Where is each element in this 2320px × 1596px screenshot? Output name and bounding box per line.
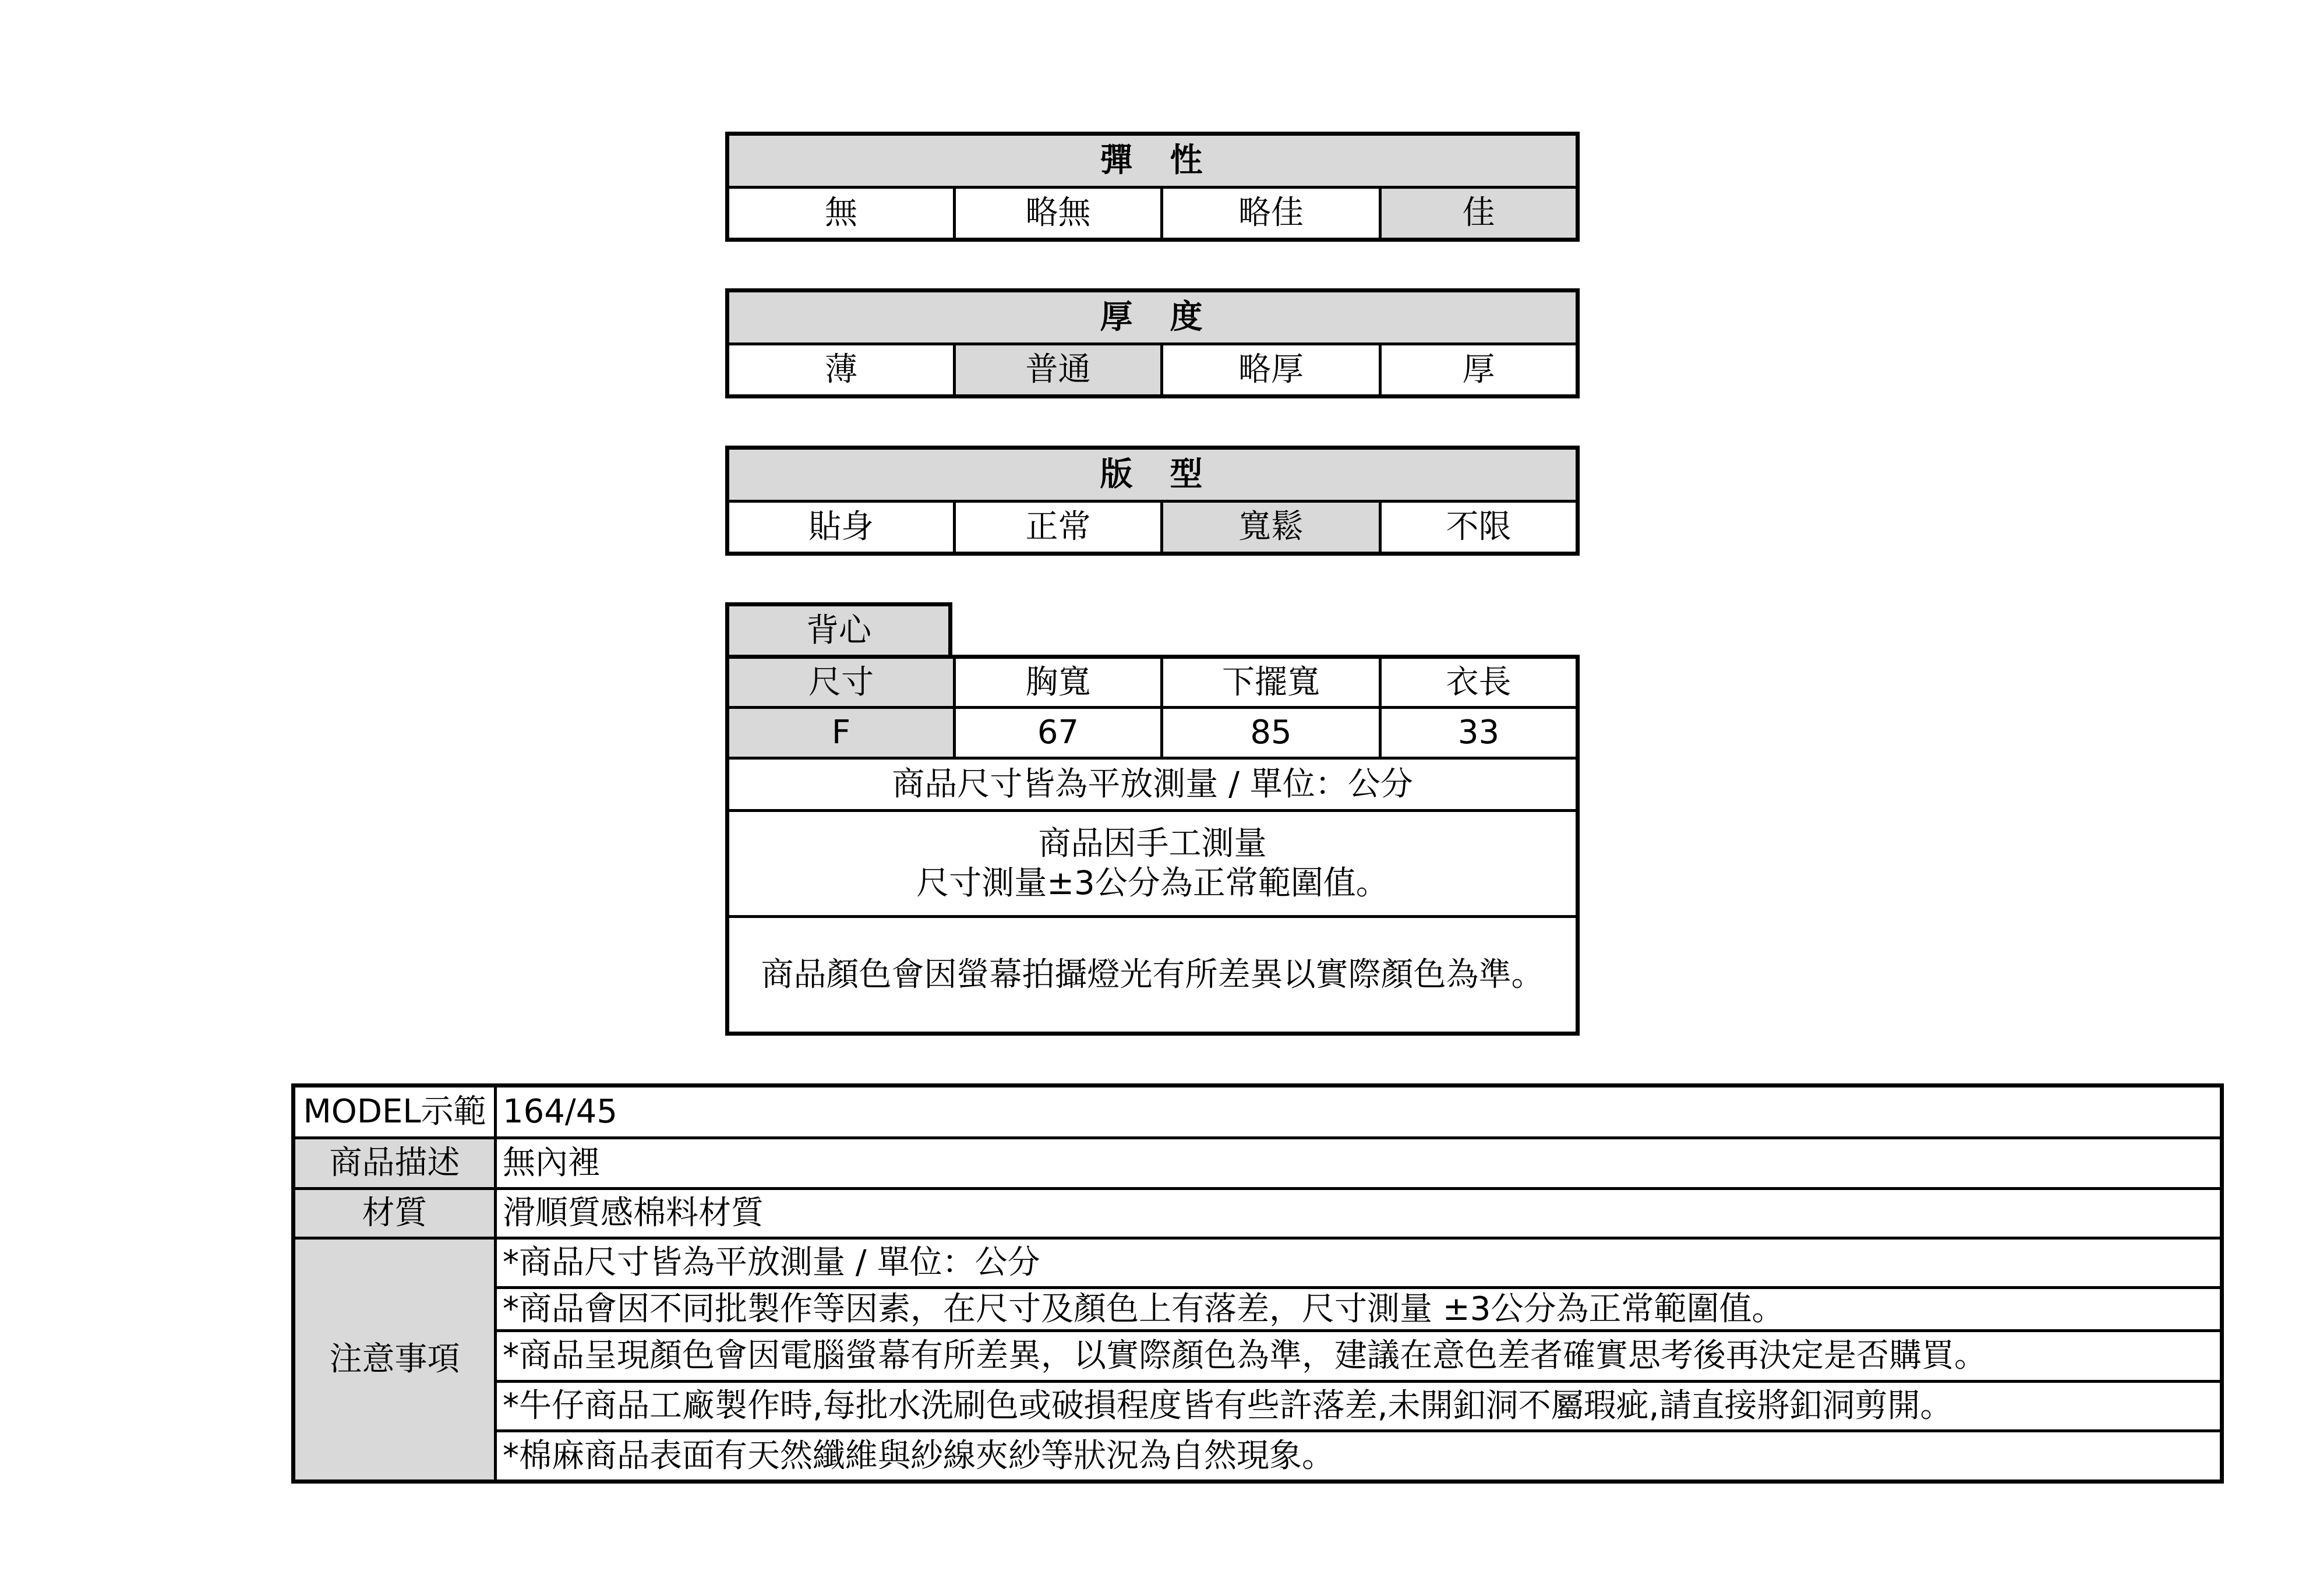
handmade-note [728,811,1578,917]
size-chart-table [725,655,1580,1036]
size-value: F [728,708,955,758]
length-value: 33 [1380,708,1578,758]
elasticity-option: 佳 [1380,188,1578,240]
size-header-chest: 胸寬 [955,657,1162,708]
thickness-option: 略厚 [1162,344,1380,397]
notice-item: *棉麻商品表面有天然纖維與紗線夾紗等狀況為自然現象。 [496,1431,2222,1482]
fit-title: 版 型 [728,448,1578,502]
product-details-table [291,1083,2224,1484]
description-value: 無內裡 [496,1138,2222,1189]
handmade-note-line: 商品因手工測量 [1038,825,1267,863]
hem-value: 85 [1162,708,1380,758]
fit-option: 貼身 [728,502,955,554]
thickness-option: 普通 [955,344,1162,397]
thickness-title: 厚 度 [728,291,1578,344]
notice-item: *商品呈現顏色會因電腦螢幕有所差異，以實際顏色為準，建議在意色差者確實思考後再決定是否購買。 [496,1331,2222,1382]
handmade-note-line: 尺寸測量±3公分為正常範圍值。 [916,864,1389,902]
thickness-option: 厚 [1380,344,1578,397]
notice-item: *商品尺寸皆為平放測量 / 單位：公分 [496,1238,2222,1288]
material-value: 滑順質感棉料材質 [496,1189,2222,1238]
fit-table [725,446,1580,556]
size-category-tab [725,602,952,659]
size-header-size: 尺寸 [728,657,955,708]
thickness-option: 薄 [728,344,955,397]
size-header-length: 衣長 [1380,657,1578,708]
elasticity-option: 略無 [955,188,1162,240]
chest-value: 67 [955,708,1162,758]
model-label: MODEL示範 [294,1086,496,1138]
size-header-hem: 下擺寬 [1162,657,1380,708]
thickness-table [725,288,1580,398]
color-note: 商品顏色會因螢幕拍攝燈光有所差異以實際顏色為準。 [728,917,1578,1034]
elasticity-table [725,132,1580,242]
fit-option: 正常 [955,502,1162,554]
measure-note: 商品尺寸皆為平放測量 / 單位：公分 [728,758,1578,811]
elasticity-option: 無 [728,188,955,240]
notice-label: 注意事項 [294,1238,496,1482]
notice-item: *商品會因不同批製作等因素，在尺寸及顏色上有落差，尺寸測量 ±3公分為正常範圍值。 [496,1288,2222,1331]
table-row [728,708,1578,758]
elasticity-option: 略佳 [1162,188,1380,240]
size-category-label: 背心 [728,605,951,657]
notice-item: *牛仔商品工廠製作時,每批水洗刷色或破損程度皆有些許落差,未開釦洞不屬瑕疵,請直接將釦洞剪開。 [496,1382,2222,1431]
material-label: 材質 [294,1189,496,1238]
model-value: 164/45 [496,1086,2222,1138]
fit-option: 不限 [1380,502,1578,554]
fit-option: 寬鬆 [1162,502,1380,554]
size-chart-header-row [728,657,1578,708]
elasticity-title: 彈 性 [728,134,1578,188]
description-label: 商品描述 [294,1138,496,1189]
